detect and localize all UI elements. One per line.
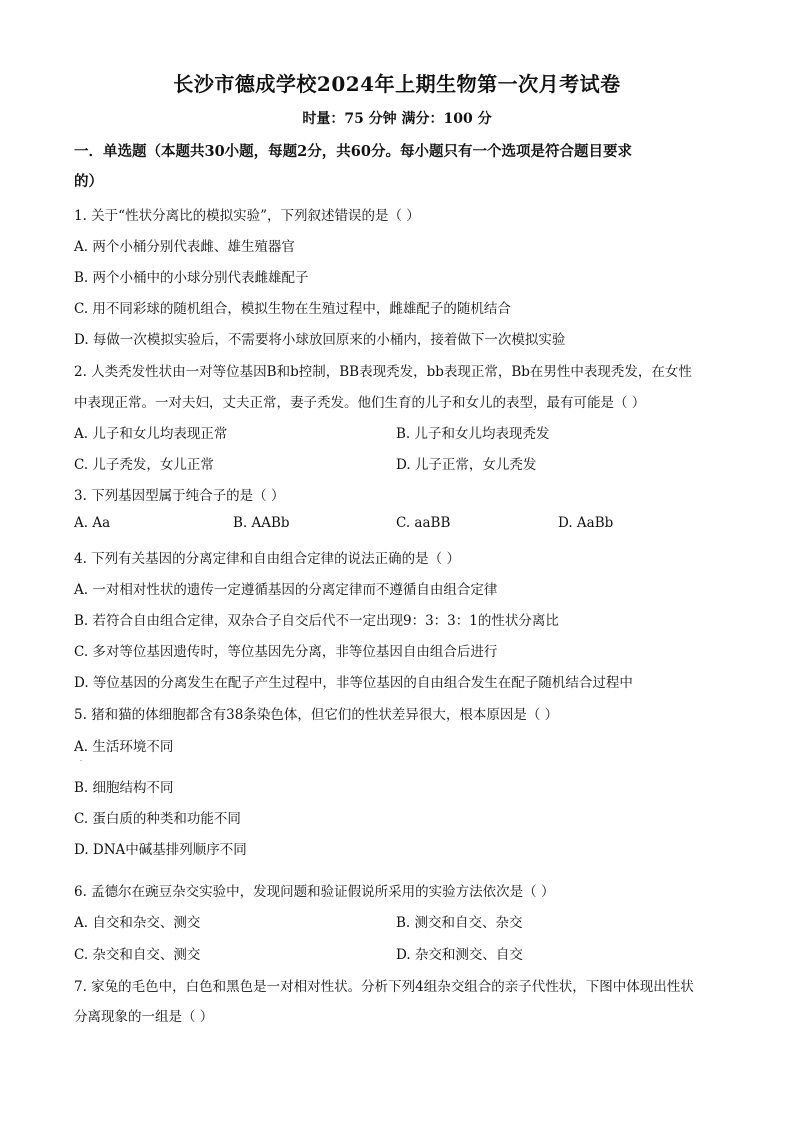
question-6-option-d: D. 杂交和测交、自交 [396, 947, 523, 963]
section-heading-line1: 一．单选题（本题共30小题，每题2分，共60分。每小题只有一个选项是符合题目要求 [74, 143, 632, 160]
question-5-stem: 5. 猪和猫的体细胞都含有38条染色体，但它们的性状差异很大，根本原因是（ ） [74, 707, 559, 723]
question-1-option-d: D. 每做一次模拟实验后，不需要将小球放回原来的小桶内，接着做下一次模拟实验 [74, 332, 566, 348]
question-4-option-d: D. 等位基因的分离发生在配子产生过程中，非等位基因的自由组合发生在配子随机结合过程中 [74, 675, 633, 691]
question-1-option-a: A. 两个小桶分别代表雌、雄生殖器官 [74, 239, 295, 255]
question-2-stem-line2: 中表现正常。一对夫妇，丈夫正常，妻子秃发。他们生育的儿子和女儿的表型，最有可能是（ ） [74, 395, 646, 411]
question-1-option-b: B. 两个小桶中的小球分别代表雌雄配子 [74, 270, 309, 286]
question-6-stem: 6. 孟德尔在豌豆杂交实验中，发现问题和验证假说所采用的实验方法依次是（ ） [74, 884, 555, 900]
question-3-option-c: C. aaBB [396, 515, 451, 531]
question-4-option-b: B. 若符合自由组合定律，双杂合子自交后代不一定出现9：3：3：1的性状分离比 [74, 613, 559, 629]
question-2-option-d: D. 儿子正常，女儿秃发 [396, 457, 537, 473]
question-2-option-a: A. 儿子和女儿均表现正常 [74, 426, 228, 442]
question-7-stem-line2: 分离现象的一组是（ ） [74, 1009, 214, 1025]
question-5-option-a: A. 生活环境不同 [74, 739, 174, 755]
question-6-option-a: A. 自交和杂交、测交 [74, 915, 201, 931]
question-1-option-c: C. 用不同彩球的随机组合，模拟生物在生殖过程中，雌雄配子的随机结合 [74, 301, 511, 317]
question-5-option-d: D. DNA中碱基排列顺序不同 [74, 842, 247, 858]
stray-mark: · [80, 758, 82, 765]
question-2-stem-line1: 2. 人类秃发性状由一对等位基因B和b控制，BB表现秃发，bb表现正常，Bb在男性中表现秃发，在女性 [74, 364, 692, 380]
question-2-option-c: C. 儿子秃发，女儿正常 [74, 457, 214, 473]
question-4-option-a: A. 一对相对性状的遗传一定遵循基因的分离定律而不遵循自由组合定律 [74, 582, 498, 598]
page-title: 长沙市德成学校2024年上期生物第一次月考试卷 [173, 72, 621, 96]
question-4-option-c: C. 多对等位基因遗传时，等位基因先分离，非等位基因自由组合后进行 [74, 644, 498, 660]
question-4-stem: 4. 下列有关基因的分离定律和自由组合定律的说法正确的是（ ） [74, 551, 460, 567]
question-2-option-b: B. 儿子和女儿均表现秃发 [396, 426, 550, 442]
question-3-option-a: A. Aa [74, 515, 111, 531]
question-1-stem: 1. 关于“性状分离比的模拟实验”，下列叙述错误的是（ ） [74, 208, 420, 224]
question-6-option-c: C. 杂交和自交、测交 [74, 947, 201, 963]
question-7-stem-line1: 7. 家兔的毛色中，白色和黑色是一对相对性状。分析下列4组杂交组合的亲子代性状，下图中体现出性状 [74, 979, 694, 995]
section-heading-line2: 的） [74, 173, 103, 190]
exam-info: 时量：75 分钟 满分：100 分 [302, 111, 492, 127]
question-3-stem: 3. 下列基因型属于纯合子的是（ ） [74, 488, 285, 504]
question-5-option-c: C. 蛋白质的种类和功能不同 [74, 811, 241, 827]
question-3-option-b: B. AABb [233, 515, 290, 531]
question-3-option-d: D. AaBb [558, 515, 614, 531]
question-6-option-b: B. 测交和自交、杂交 [396, 915, 523, 931]
question-5-option-b: B. 细胞结构不同 [74, 780, 174, 796]
